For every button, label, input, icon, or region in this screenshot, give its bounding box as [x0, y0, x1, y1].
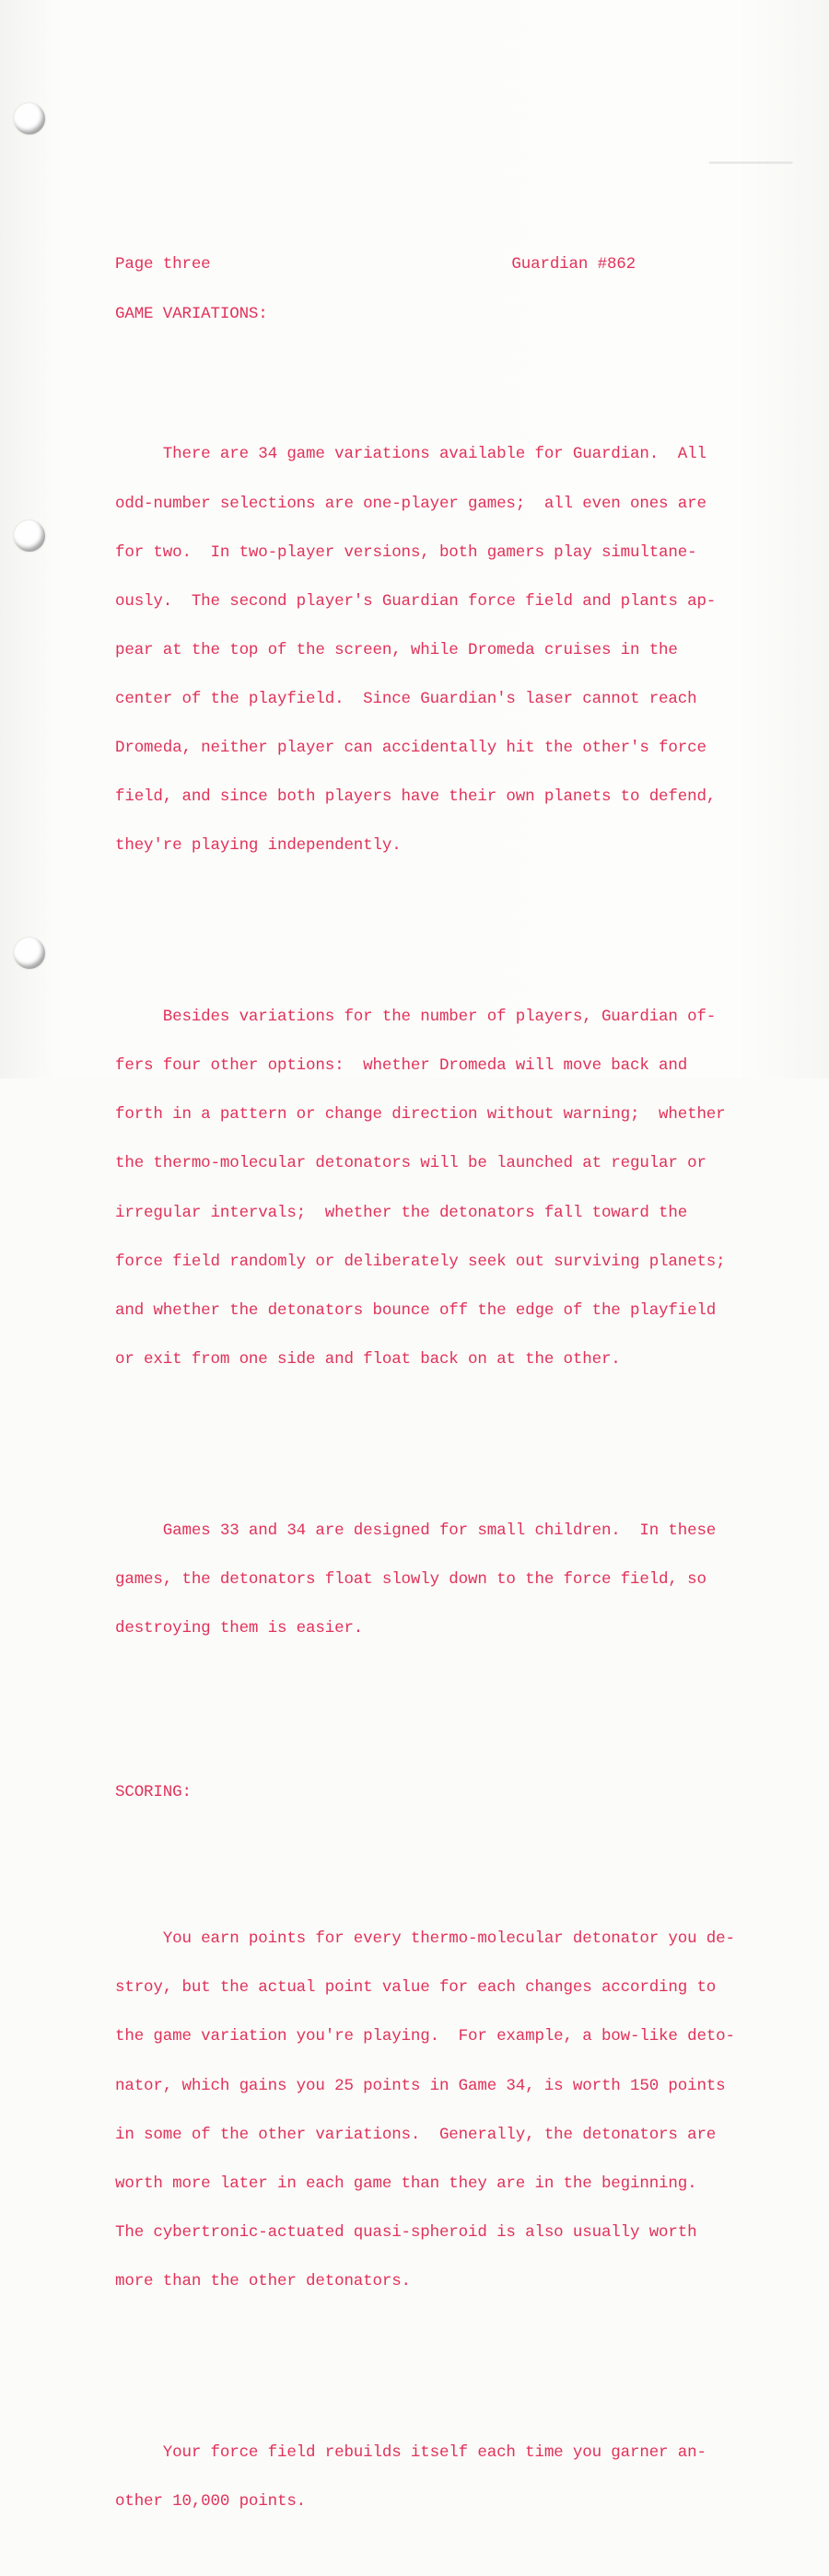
section-heading-game-variations: GAME VARIATIONS: — [115, 304, 268, 323]
page-number: Page three — [115, 255, 211, 274]
paragraph: There are 34 game variations available for Guardian. All odd-number selections are one-player games; all even ones are for two. In two-player versions, both gamers play simultane- ously. The second player's Guardian force field and plants ap- pear at the top of the screen, while Dromeda cruises in the center of the playfield. Since Guardian's laser cannot reach Dromeda, neither player can accidentally hit the other's force field, and since both players have their own planets to defend, they're playing independently. — [115, 445, 717, 856]
document-body — [115, 225, 760, 2576]
page-header — [115, 257, 636, 274]
paragraph: Besides variations for the number of players, Guardian of- fers four other options: whether Dromeda will move back and forth in a pattern or change direction without warning; whether the thermo-molecular detonators will be launched at regular or irregular intervals; whether the detonators fall toward the force field randomly or deliberately seek out surviving planets; and whether the detonators bounce off the edge of the playfield or exit from one side and float back on at the other. — [115, 1008, 726, 1369]
paragraph: You earn points for every thermo-molecular detonator you de- stroy, but the actual point value for each changes according to the game variation you're playing. For example, a bow-like deto- nator, which gains you 25 points in Game 34, is worth 150 points in some of the other variations. Generally, the detonators are worth more later in each game than they are in the beginning. The cybertronic-actuated quasi-spheroid is also usually worth more than the other detonators. — [115, 1929, 735, 2290]
bleed-through-shadow: ▁▁▁▁▁▁▁▁▁▁ — [709, 149, 793, 165]
binder-hole-top — [14, 103, 45, 134]
paragraph: Games 33 and 34 are designed for small children. In these games, the detonators float slowly down to the force field, so destroying them is easier. — [115, 1521, 717, 1638]
document-title: Guardian #862 — [511, 255, 636, 274]
binder-hole-middle — [14, 520, 45, 552]
binder-hole-bottom — [14, 938, 45, 969]
paragraph: Your force field rebuilds itself each time you garner an- other 10,000 points. — [115, 2442, 706, 2512]
section-heading-scoring: SCORING: — [115, 1782, 192, 1801]
